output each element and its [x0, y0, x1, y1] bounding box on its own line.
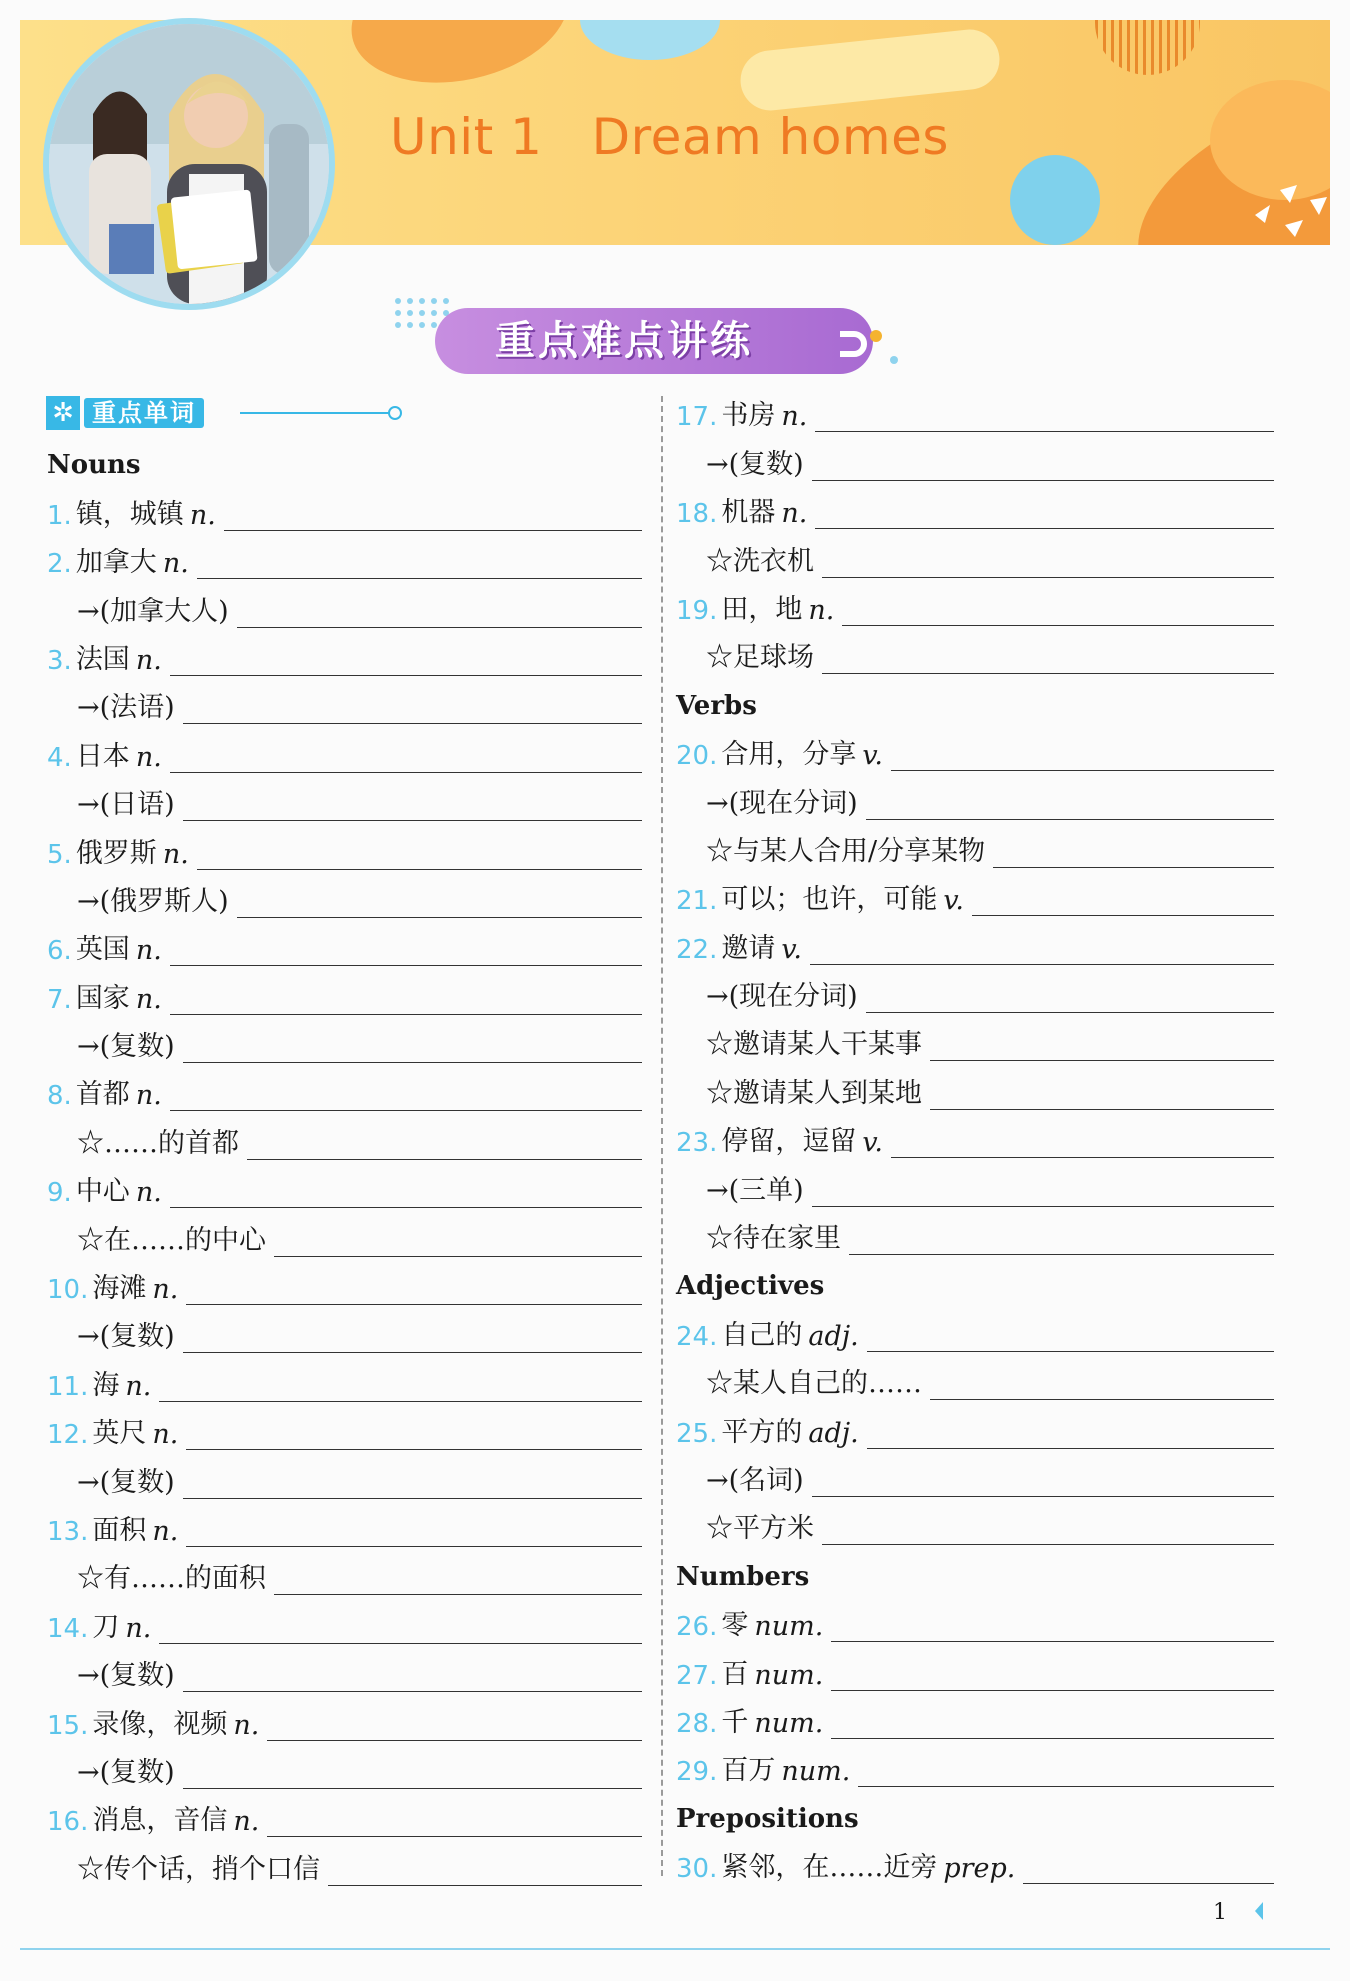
sub-entry	[47, 1114, 642, 1162]
item-text: 邀请	[721, 932, 776, 964]
answer-blank[interactable]	[159, 1642, 642, 1644]
item-text: →(复数)	[77, 1031, 175, 1063]
item-text: →(日语)	[77, 789, 175, 821]
item-text: →(现在分词)	[706, 981, 858, 1013]
sub-entry	[47, 582, 642, 630]
answer-blank[interactable]	[831, 1689, 1274, 1691]
part-of-speech: n.	[781, 401, 808, 433]
item-text: 英尺	[92, 1418, 147, 1450]
item-text: 自己的	[721, 1319, 803, 1351]
vocab-item	[47, 824, 642, 872]
vocab-item	[47, 1260, 642, 1308]
vocab-item	[676, 1742, 1274, 1790]
item-number: 23.	[676, 1128, 718, 1159]
item-text: 海	[92, 1369, 120, 1401]
part-of-speech: num.	[754, 1659, 824, 1691]
item-text: 中心	[75, 1176, 130, 1208]
answer-blank[interactable]	[183, 819, 642, 821]
part-of-speech: v.	[781, 933, 802, 965]
answer-blank[interactable]	[237, 626, 642, 628]
vocab-item	[676, 1645, 1274, 1693]
category-heading: Nouns	[47, 450, 141, 481]
item-text: 镇，城镇	[75, 498, 184, 530]
sub-entry	[676, 1064, 1274, 1112]
sub-entry	[676, 1161, 1274, 1209]
sub-entry	[47, 1453, 642, 1501]
part-of-speech: n.	[162, 838, 189, 870]
answer-blank[interactable]	[815, 430, 1274, 432]
part-of-speech: n.	[233, 1709, 260, 1741]
vocab-item	[47, 1502, 642, 1550]
vocab-item	[47, 1356, 642, 1404]
item-text: →(复数)	[77, 1466, 175, 1498]
part-of-speech: prep.	[943, 1853, 1016, 1885]
vocab-item	[47, 485, 642, 533]
answer-blank[interactable]	[930, 1398, 1274, 1400]
part-of-speech: adj.	[808, 1417, 859, 1449]
sub-entry	[47, 1018, 642, 1066]
item-text: 百	[721, 1658, 749, 1690]
sub-entry	[676, 1500, 1274, 1548]
item-text: →(复数)	[77, 1321, 175, 1353]
sub-entry	[47, 1647, 642, 1695]
answer-blank[interactable]	[186, 1303, 642, 1305]
part-of-speech: n.	[233, 1806, 260, 1838]
sub-entry	[676, 435, 1274, 483]
item-number: 15.	[47, 1710, 89, 1741]
answer-blank[interactable]	[183, 1787, 642, 1789]
section-banner	[435, 308, 873, 374]
key-words-label	[46, 396, 204, 430]
unit-title: Unit 1 Dream homes	[390, 108, 949, 166]
item-number: 30.	[676, 1854, 718, 1885]
item-text: 田，地	[721, 593, 803, 625]
answer-blank[interactable]	[183, 1351, 642, 1353]
answer-blank[interactable]	[183, 1690, 642, 1692]
part-of-speech: n.	[189, 499, 216, 531]
answer-blank[interactable]	[197, 577, 642, 579]
answer-blank[interactable]	[170, 1206, 642, 1208]
answer-blank[interactable]	[812, 479, 1274, 481]
answer-blank[interactable]	[891, 1156, 1274, 1158]
sub-entry	[676, 1210, 1274, 1258]
answer-blank[interactable]	[159, 1400, 642, 1402]
answer-blank[interactable]	[170, 674, 642, 676]
item-text: 英国	[75, 934, 130, 966]
item-number: 4.	[47, 742, 72, 773]
item-text: →(现在分词)	[706, 787, 858, 819]
part-of-speech: n.	[135, 983, 162, 1015]
part-of-speech: v.	[862, 740, 883, 772]
item-text: →(俄罗斯人)	[77, 885, 229, 917]
item-number: 14.	[47, 1613, 89, 1644]
answer-blank[interactable]	[822, 1543, 1274, 1545]
part-of-speech: n.	[162, 548, 189, 580]
part-of-speech: num.	[754, 1707, 824, 1739]
decor-shape	[738, 27, 1003, 114]
part-of-speech: n.	[135, 644, 162, 676]
item-text: →(复数)	[706, 448, 804, 480]
right-column	[676, 387, 1274, 1887]
answer-blank[interactable]	[822, 672, 1274, 674]
part-of-speech: num.	[754, 1611, 824, 1643]
part-of-speech: n.	[808, 594, 835, 626]
decor-line	[240, 412, 390, 414]
answer-blank[interactable]	[866, 818, 1274, 820]
item-text: ☆某人自己的……	[706, 1368, 922, 1400]
item-number: 2.	[47, 549, 72, 580]
item-number: 26.	[676, 1612, 718, 1643]
part-of-speech: v.	[862, 1127, 883, 1159]
part-of-speech: n.	[135, 741, 162, 773]
answer-blank[interactable]	[993, 866, 1274, 868]
decor-shape	[339, 20, 581, 101]
answer-blank[interactable]	[247, 1158, 642, 1160]
part-of-speech: n.	[135, 1177, 162, 1209]
part-of-speech: n.	[781, 498, 808, 530]
item-number: 9.	[47, 1178, 72, 1209]
answer-blank[interactable]	[930, 1059, 1274, 1061]
vocab-item	[47, 534, 642, 582]
item-number: 17.	[676, 402, 718, 433]
sub-entry	[676, 532, 1274, 580]
part-of-speech: n.	[135, 1080, 162, 1112]
vocab-item	[47, 1405, 642, 1453]
item-text: 千	[721, 1706, 749, 1738]
item-text: 书房	[721, 400, 776, 432]
students-photo	[43, 18, 335, 310]
answer-blank[interactable]	[274, 1593, 642, 1595]
item-text: 加拿大	[75, 547, 157, 579]
answer-blank[interactable]	[328, 1884, 642, 1886]
answer-blank[interactable]	[815, 527, 1274, 529]
vocab-item	[676, 1306, 1274, 1354]
item-text: ☆有……的面积	[77, 1563, 266, 1595]
item-number: 22.	[676, 934, 718, 965]
item-number: 10.	[47, 1275, 89, 1306]
category-heading: Numbers	[676, 1561, 810, 1592]
vocab-item	[47, 1792, 642, 1840]
page-arrow-icon	[1255, 1902, 1263, 1920]
item-text: ☆待在家里	[706, 1223, 841, 1255]
sub-entry	[676, 774, 1274, 822]
answer-blank[interactable]	[972, 914, 1274, 916]
item-number: 28.	[676, 1708, 718, 1739]
item-text: 国家	[75, 982, 130, 1014]
item-text: 法国	[75, 643, 130, 675]
item-text: 消息，音信	[92, 1805, 228, 1837]
item-text: ☆足球场	[706, 642, 814, 674]
item-text: →(复数)	[77, 1660, 175, 1692]
sub-entry	[676, 1452, 1274, 1500]
answer-blank[interactable]	[867, 1350, 1274, 1352]
item-text: →(加拿大人)	[77, 595, 229, 627]
vocab-item	[47, 1066, 642, 1114]
vocab-item	[676, 1694, 1274, 1742]
vocab-item	[47, 921, 642, 969]
answer-blank[interactable]	[831, 1640, 1274, 1642]
vocab-item	[676, 1113, 1274, 1161]
sub-entry	[47, 1211, 642, 1259]
sub-entry	[676, 1016, 1274, 1064]
item-text: ☆在……的中心	[77, 1224, 266, 1256]
vocab-item	[676, 726, 1274, 774]
item-text: →(法语)	[77, 692, 175, 724]
vocab-item	[47, 1695, 642, 1743]
answer-blank[interactable]	[842, 624, 1274, 626]
answer-blank[interactable]	[170, 1013, 642, 1015]
vocab-item	[676, 484, 1274, 532]
vocab-item	[676, 919, 1274, 967]
item-text: 刀	[92, 1611, 120, 1643]
item-number: 3.	[47, 645, 72, 676]
asterisk-icon: ✲	[46, 396, 80, 430]
sub-entry	[47, 776, 642, 824]
sub-entry	[47, 1308, 642, 1356]
decor-circle	[1010, 155, 1100, 245]
answer-blank[interactable]	[183, 1061, 642, 1063]
item-text: 可以；也许，可能	[721, 884, 938, 916]
answer-blank[interactable]	[812, 1495, 1274, 1497]
sub-entry	[676, 629, 1274, 677]
item-number: 21.	[676, 886, 718, 917]
item-number: 1.	[47, 500, 72, 531]
part-of-speech: n.	[125, 1370, 152, 1402]
vocab-item	[676, 1839, 1274, 1887]
page-number: 1	[1213, 1900, 1227, 1925]
part-of-speech: n.	[152, 1419, 179, 1451]
sub-entry	[676, 823, 1274, 871]
item-text: →(名词)	[706, 1464, 804, 1496]
item-text: 日本	[75, 740, 130, 772]
answer-blank[interactable]	[183, 1497, 642, 1499]
sub-entry	[676, 1355, 1274, 1403]
vocab-item	[676, 387, 1274, 435]
answer-blank[interactable]	[867, 1447, 1274, 1449]
category-heading: Prepositions	[676, 1803, 859, 1834]
answer-blank[interactable]	[849, 1253, 1274, 1255]
part-of-speech: num.	[781, 1756, 851, 1788]
answer-blank[interactable]	[197, 868, 642, 870]
answer-blank[interactable]	[170, 964, 642, 966]
category-heading: Verbs	[676, 690, 757, 721]
item-number: 8.	[47, 1081, 72, 1112]
item-text: 平方的	[721, 1416, 803, 1448]
item-number: 11.	[47, 1371, 89, 1402]
item-text: ☆传个话，捎个口信	[77, 1853, 320, 1885]
decor-hook	[836, 326, 902, 366]
item-text: ☆邀请某人到某地	[706, 1077, 922, 1109]
answer-blank[interactable]	[186, 1448, 642, 1450]
item-text: 紧邻，在……近旁	[721, 1852, 938, 1884]
part-of-speech: n.	[135, 935, 162, 967]
part-of-speech: n.	[152, 1274, 179, 1306]
subsection-label: 重点单词	[84, 398, 204, 428]
answer-blank[interactable]	[1023, 1882, 1274, 1884]
vocab-item	[676, 1403, 1274, 1451]
answer-blank[interactable]	[170, 771, 642, 773]
column-divider	[661, 396, 663, 1876]
item-number: 19.	[676, 595, 718, 626]
item-text: 停留，逗留	[721, 1126, 857, 1158]
item-number: 6.	[47, 936, 72, 967]
item-number: 12.	[47, 1420, 89, 1451]
vocab-item	[676, 871, 1274, 919]
part-of-speech: n.	[152, 1515, 179, 1547]
item-number: 25.	[676, 1418, 718, 1449]
item-number: 29.	[676, 1757, 718, 1788]
sub-entry	[676, 968, 1274, 1016]
answer-blank[interactable]	[891, 769, 1274, 771]
vocab-item	[47, 969, 642, 1017]
answer-blank[interactable]	[866, 1011, 1274, 1013]
item-number: 27.	[676, 1660, 718, 1691]
part-of-speech: adj.	[808, 1320, 859, 1352]
answer-blank[interactable]	[186, 1545, 642, 1547]
item-number: 16.	[47, 1807, 89, 1838]
answer-blank[interactable]	[274, 1255, 642, 1257]
answer-blank[interactable]	[237, 916, 642, 918]
item-number: 5.	[47, 839, 72, 870]
answer-blank[interactable]	[267, 1739, 642, 1741]
vocab-item	[47, 631, 642, 679]
answer-blank[interactable]	[831, 1737, 1274, 1739]
answer-blank[interactable]	[812, 1205, 1274, 1207]
item-number: 18.	[676, 499, 718, 530]
answer-blank[interactable]	[858, 1785, 1274, 1787]
item-text: 面积	[92, 1514, 147, 1546]
item-text: →(三单)	[706, 1174, 804, 1206]
decor-shape	[580, 20, 720, 60]
answer-blank[interactable]	[822, 576, 1274, 578]
vocab-item	[47, 1163, 642, 1211]
item-text: 机器	[721, 497, 776, 529]
item-text: 海滩	[92, 1273, 147, 1305]
vocab-item	[47, 1598, 642, 1646]
vocab-item	[676, 1597, 1274, 1645]
item-text: ☆与某人合用/分享某物	[706, 835, 986, 867]
footer-line	[20, 1948, 1330, 1950]
item-text: ☆平方米	[706, 1513, 814, 1545]
decor-dot	[388, 406, 402, 420]
sub-entry	[47, 1744, 642, 1792]
item-text: 百万	[721, 1755, 776, 1787]
item-text: ☆邀请某人干某事	[706, 1029, 922, 1061]
item-number: 20.	[676, 741, 718, 772]
item-text: 零	[721, 1610, 749, 1642]
item-text: 录像，视频	[92, 1708, 228, 1740]
answer-blank[interactable]	[170, 1109, 642, 1111]
left-column	[47, 437, 642, 1889]
item-text: 合用，分享	[721, 739, 857, 771]
item-text: →(复数)	[77, 1756, 175, 1788]
answer-blank[interactable]	[183, 722, 642, 724]
item-text: 俄罗斯	[75, 837, 157, 869]
sub-entry	[47, 1840, 642, 1888]
part-of-speech: v.	[943, 885, 964, 917]
decor-stripes	[1095, 20, 1200, 75]
answer-blank[interactable]	[267, 1835, 642, 1837]
category-heading: Adjectives	[676, 1271, 825, 1302]
vocab-item	[676, 581, 1274, 629]
item-text: 首都	[75, 1079, 130, 1111]
item-text: ☆……的首都	[77, 1127, 239, 1159]
sub-entry	[47, 1550, 642, 1598]
answer-blank[interactable]	[810, 963, 1274, 965]
decor-triangles	[1245, 175, 1330, 245]
item-number: 13.	[47, 1516, 89, 1547]
answer-blank[interactable]	[930, 1108, 1274, 1110]
sub-entry	[47, 873, 642, 921]
answer-blank[interactable]	[224, 529, 642, 531]
vocab-item	[47, 727, 642, 775]
part-of-speech: n.	[125, 1612, 152, 1644]
item-number: 24.	[676, 1321, 718, 1352]
item-text: ☆洗衣机	[706, 545, 814, 577]
sub-entry	[47, 679, 642, 727]
section-title: 重点难点讲练	[495, 318, 753, 364]
item-number: 7.	[47, 984, 72, 1015]
